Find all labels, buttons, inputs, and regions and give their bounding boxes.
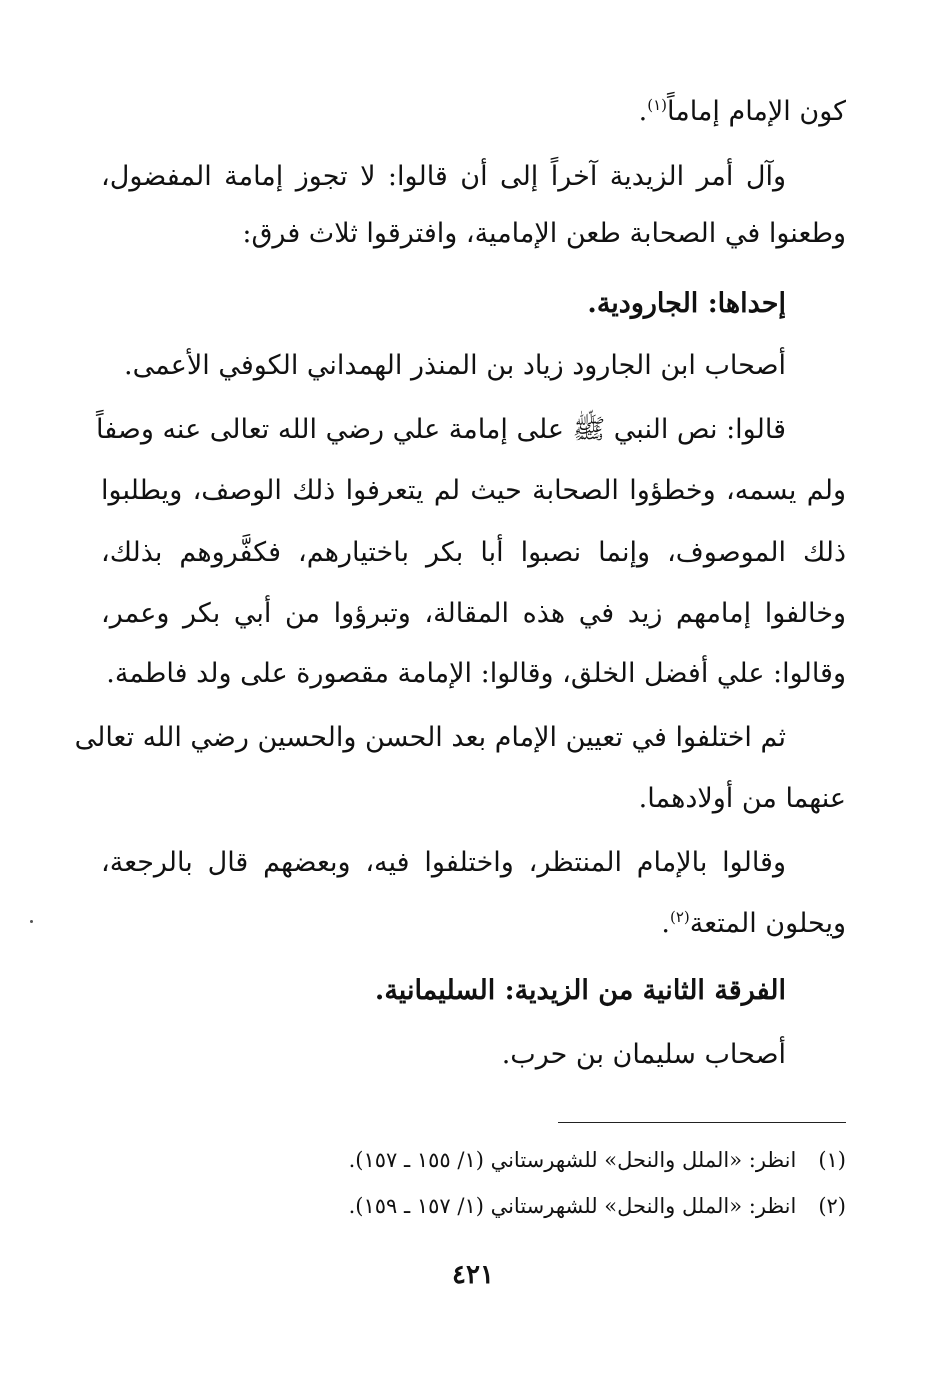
scan-speck <box>30 920 33 923</box>
body-line-7: ولم يسمه، وخطؤوا الصحابة حيث لم يتعرفوا ذلك الوصف، ويطلبوا <box>101 475 846 506</box>
footnote-number: (١) <box>818 1148 846 1172</box>
body-line-6: قالوا: نص النبي ﷺ على إمامة علي رضي الله تعالى عنه وصفاً <box>96 414 786 445</box>
body-line-9: وخالفوا إمامهم زيد في هذه المقالة، وتبرؤوا من أبي بكر وعمر، <box>101 598 846 629</box>
body-line-2: وآل أمر الزيدية آخراً إلى أن قالوا: لا تجوز إمامة المفضول، <box>101 161 786 192</box>
footnote-number: (٢) <box>818 1194 846 1218</box>
body-line-16: أصحاب سليمان بن حرب. <box>501 1039 786 1070</box>
footnote-2 <box>349 1190 846 1222</box>
footnote-separator <box>558 1122 846 1123</box>
body-line-14: ويحلون المتعة$^{(٢)}$. <box>661 908 846 939</box>
footnote-ref-2: (٢) <box>669 908 690 926</box>
body-line-13: وقالوا بالإمام المنتظر، واختلفوا فيه، وبعضهم قال بالرجعة، <box>101 847 786 878</box>
body-line-12: عنهما من أولادهما. <box>638 783 846 814</box>
body-line-8: ذلك الموصوف، وإنما نصبوا أبا بكر باختيارهم، فكفَّروهم بذلك، <box>101 537 846 568</box>
page-number: ٤٢١ <box>452 1260 494 1290</box>
footnote-1 <box>349 1144 846 1176</box>
footnote-text: انظر: «الملل والنحل» للشهرستاني (١/ ١٥٥ ـ ١٥٧). <box>348 1148 797 1172</box>
body-line-10: وقالوا: علي أفضل الخلق، وقالوا: الإمامة مقصورة على ولد فاطمة. <box>106 658 846 689</box>
section-heading-jarudiyya: إحداها: الجارودية. <box>587 288 786 319</box>
footnote-text: انظر: «الملل والنحل» للشهرستاني (١/ ١٥٧ ـ ١٥٩). <box>348 1194 797 1218</box>
section-heading-sulaymaniyya: الفرقة الثانية من الزيدية: السليمانية. <box>374 975 786 1006</box>
body-line-11: ثم اختلفوا في تعيين الإمام بعد الحسن والحسين رضي الله تعالى <box>74 722 786 753</box>
body-line-5: أصحاب ابن الجارود زياد بن المنذر الهمداني الكوفي الأعمى. <box>124 350 786 381</box>
body-line-1: كون الإمام إماماً$^{(١)}$. <box>638 96 846 127</box>
footnote-ref-1: (١) <box>647 96 668 114</box>
body-line-3: وطعنوا في الصحابة طعن الإمامية، وافترقوا ثلاث فرق: <box>242 218 846 249</box>
